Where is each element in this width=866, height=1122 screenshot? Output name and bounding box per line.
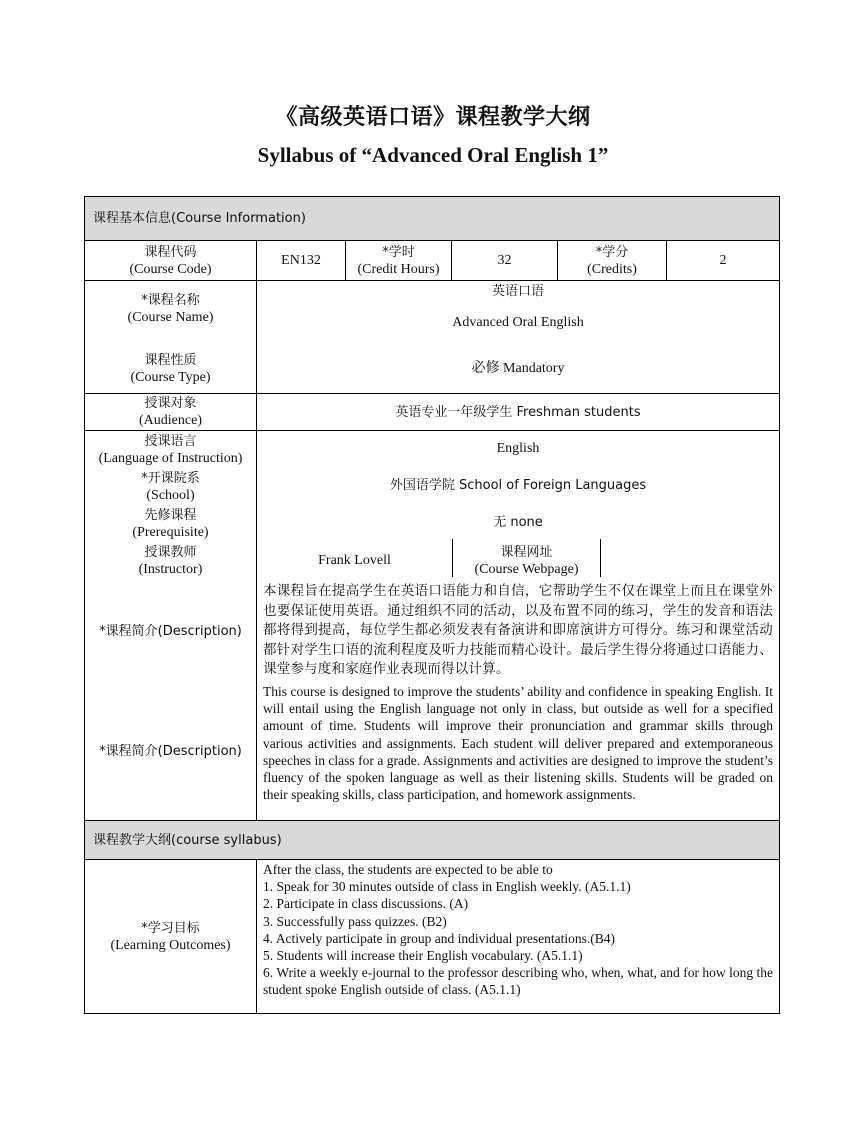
audience-label-cn: 授课对象 xyxy=(144,396,197,411)
prerequisite-label-cn: 先修课程 xyxy=(144,507,197,523)
learning-outcomes-label xyxy=(85,860,256,1013)
syllabus-header: 课程教学大纲(course syllabus) xyxy=(93,833,282,848)
learning-outcomes-list xyxy=(263,861,773,999)
learning-outcome-item: 6. Write a weekly e-journal to the professor describing who, when, what, and for how long the student spoke English outside of class. (A5.1.1) xyxy=(263,965,773,998)
course-code-label xyxy=(85,241,256,280)
learning-outcome-item: 1. Speak for 30 minutes outside of class in English weekly. (A5.1.1) xyxy=(263,879,631,895)
page-title-en: Syllabus of “Advanced Oral English 1” xyxy=(257,143,609,167)
course-code-label-en: (Course Code) xyxy=(129,261,212,277)
course-name-value-en: Advanced Oral English xyxy=(452,315,584,330)
course-name-value-cn: 英语口语 xyxy=(491,284,544,299)
instructor-label-en: (Instructor) xyxy=(138,561,203,577)
webpage-label-cn: 课程网址 xyxy=(500,544,553,560)
language-label-en: (Language of Instruction) xyxy=(98,450,243,466)
description-cn-label: *课程简介(Description) xyxy=(99,623,242,639)
audience-value: 英语专业一年级学生 Freshman students xyxy=(395,405,641,420)
language-value: English xyxy=(496,441,540,456)
learning-outcome-item: 2. Participate in class discussions. (A) xyxy=(263,896,469,912)
credit-hours-label-en: (Credit Hours) xyxy=(357,261,440,277)
language-label-cn: 授课语言 xyxy=(144,433,197,449)
prerequisite-label-en: (Prerequisite) xyxy=(132,524,209,540)
credits-label xyxy=(558,241,666,280)
learning-outcomes-intro: After the class, the students are expected to be able to xyxy=(263,862,553,877)
credits-label-cn: *学分 xyxy=(595,244,629,260)
webpage-label xyxy=(453,542,600,579)
learning-outcome-item: 4. Actively participate in group and individual presentations.(B4) xyxy=(263,930,616,946)
learning-outcome-item: 5. Students will increase their English vocabulary. (A5.1.1) xyxy=(263,948,583,964)
credit-hours-value: 32 xyxy=(497,253,512,268)
course-name-label-cn: *课程名称 xyxy=(141,293,200,308)
course-type-label-cn: 课程性质 xyxy=(144,353,197,368)
school-label-en: (School) xyxy=(146,487,195,503)
audience-label xyxy=(85,394,256,430)
language-label xyxy=(85,431,256,468)
credit-hours-label-cn: *学时 xyxy=(382,244,415,260)
course-name-label-en: (Course Name) xyxy=(127,310,214,325)
course-type-label-en: (Course Type) xyxy=(130,370,211,385)
course-type-label xyxy=(85,351,256,387)
learning-outcome-item: 3. Successfully pass quizzes. (B2) xyxy=(263,913,447,929)
syllabus-table xyxy=(84,196,780,1014)
school-value: 外国语学院 School of Foreign Languages xyxy=(389,478,647,493)
page-title-cn: 《高级英语口语》课程教学大纲 xyxy=(275,105,591,130)
instructor-value: Frank Lovell xyxy=(318,553,391,568)
credits-value: 2 xyxy=(719,253,727,268)
learning-outcomes-label-en: (Learning Outcomes) xyxy=(110,937,231,953)
school-label xyxy=(85,468,256,505)
learning-outcomes-label-cn: *学习目标 xyxy=(141,920,200,936)
webpage-value xyxy=(601,542,779,579)
course-code-label-cn: 课程代码 xyxy=(144,244,197,260)
school-label-cn: *开课院系 xyxy=(141,470,200,486)
prerequisite-value: 无 none xyxy=(493,515,543,530)
course-type-value: 必修 Mandatory xyxy=(471,361,565,376)
instructor-label-cn: 授课教师 xyxy=(144,544,197,560)
instructor-label xyxy=(85,542,256,579)
description-cn-text: 本课程旨在提高学生在英语口语能力和自信，它帮助学生不仅在课堂上而且在课堂外也要保证使用英语。通过组织不同的活动，以及布置不同的练习，学生的发音和语法都将得到提高，每位学生都必须发表有备演讲和即席演讲方可得分。练习和课堂活动都针对学生口语的流利程度及听力技能而精心设计。最后学生得分将通过口语能力、课堂参与度和家庭作业表现而得以计算。 xyxy=(263,583,773,677)
description-en-label: *课程简介(Description) xyxy=(99,744,242,759)
course-info-header: 课程基本信息(Course Information) xyxy=(93,211,306,226)
credit-hours-label xyxy=(346,241,451,280)
audience-label-en: (Audience) xyxy=(139,413,202,428)
course-code-value: EN132 xyxy=(281,253,321,268)
description-en-text: This course is designed to improve the students’ ability and confidence in speaking English. It will entail using the English language not only in class, but outside as well for a specified amount of time. Students will improve their pronunciation and grammar skills through various activities and assignments. Each student will deliver prepared and extemporaneous speeches in class for a grade. Assignments and activities are designed to improve the student’s fluency of the spoken language as well as their listening skills. Students will be graded on their speaking skills, class participation, and homework assignments. xyxy=(263,684,773,803)
credits-label-en: (Credits) xyxy=(587,261,637,277)
prerequisite-label xyxy=(85,505,256,542)
course-name-label xyxy=(85,291,256,327)
webpage-label-en: (Course Webpage) xyxy=(474,561,579,577)
